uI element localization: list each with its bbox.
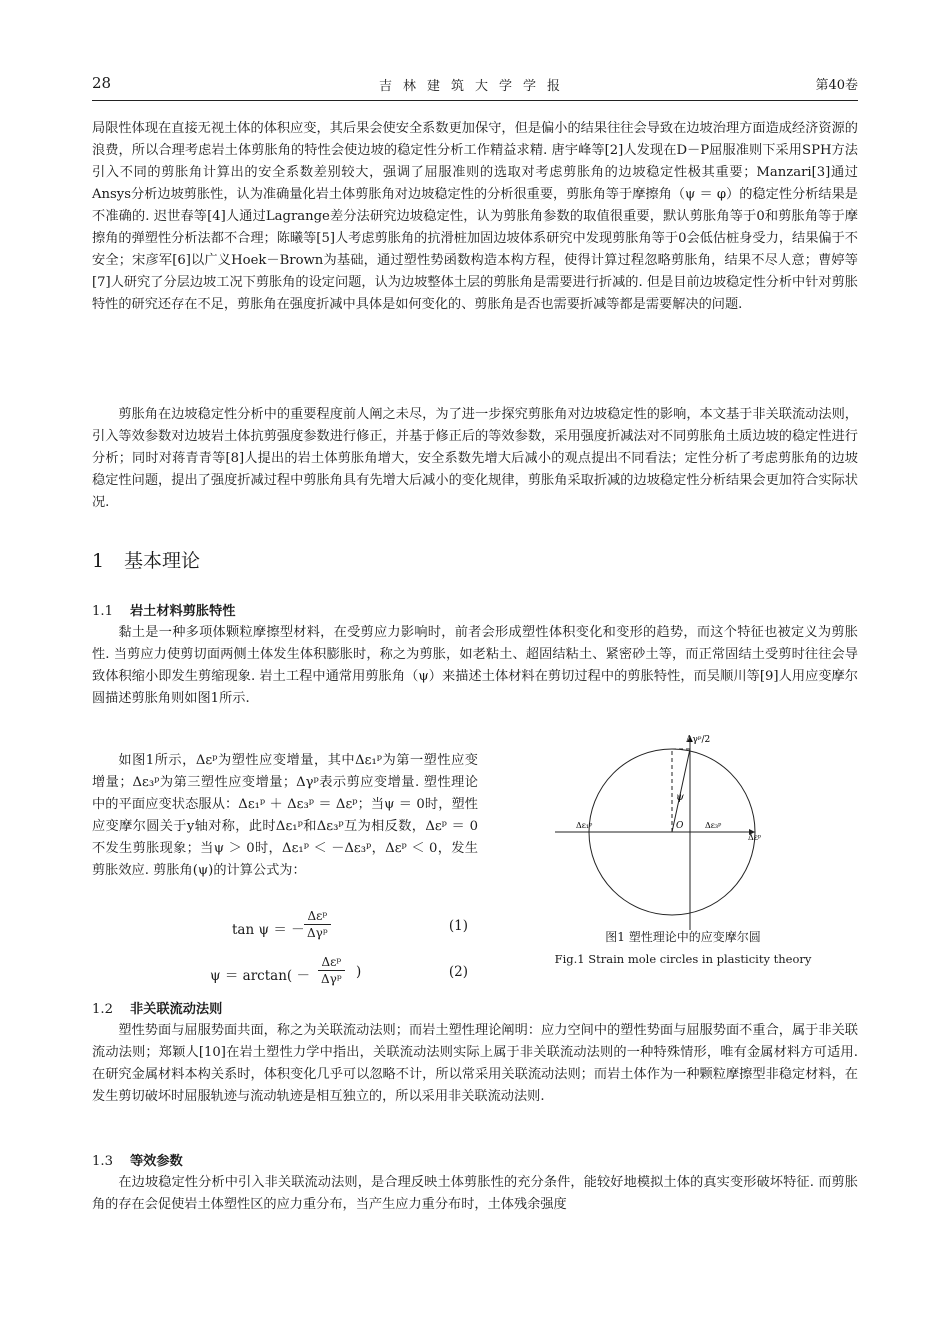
section-1-3-number: 1.3 xyxy=(92,1154,113,1169)
section-1-title: 基本理论 xyxy=(124,550,201,572)
section-1-1-number: 1.1 xyxy=(92,604,113,619)
equation-2-lhs: ψ ＝ arctan( － xyxy=(210,968,310,984)
fraction-numerator: Δεᵖ xyxy=(304,908,331,925)
equation-2-fraction xyxy=(318,954,345,987)
paragraph-5: 塑性势面与屈服势面共面，称之为关联流动法则；而岩土塑性理论阐明：应力空间中的塑性势面与屈服势面不重合，属于非关联流动法则；郑颖人[10]在岩土塑性力学中指出，关联流动法则实际上属于非关联流动法则的一种特殊情形，唯有金属材料方可适用. 在研究金属材料本构关系时，体积变化几乎可以忽略不计，所以常采用关联流动法则；而岩土体作为一种颗粒摩擦型非稳定材料，在发生剪切破坏时屈服轨迹与流动轨迹是相互独立的，所以采用非关联流动法则. xyxy=(92,1023,858,1104)
x-axis-label: Δεᵖ xyxy=(748,833,762,842)
section-1-number: 1 xyxy=(92,550,105,572)
fraction-denominator: Δγᵖ xyxy=(307,926,328,940)
psi-line xyxy=(672,749,690,832)
section-1-2-title: 非关联流动法则 xyxy=(130,1002,223,1017)
equation-2-close: ) xyxy=(356,964,362,980)
running-header xyxy=(92,74,858,96)
origin-label: O xyxy=(676,821,684,831)
delta-eps1-label: Δε₁ᵖ xyxy=(576,821,593,830)
strain-mohr-circle-figure xyxy=(540,722,840,940)
section-1-2-number: 1.2 xyxy=(92,1002,113,1017)
equation-1 xyxy=(92,908,478,952)
psi-label: ψ xyxy=(676,792,684,803)
fraction-numerator: Δεᵖ xyxy=(318,954,345,971)
section-1-3-title: 等效参数 xyxy=(130,1154,183,1169)
section-1-1-title: 岩土材料剪胀特性 xyxy=(130,604,236,619)
equation-1-lhs: tan ψ ＝ － xyxy=(232,922,305,938)
paragraph-1: 局限性体现在直接无视土体的体积应变，其后果会使安全系数更加保守，但是偏小的结果往往会导致在边坡治理方面造成经济资源的浪费，所以合理考虑岩土体剪胀角的特性会使边坡的稳定性分析工作精益求精. 唐宇峰等[2]人发现在D－P屈服准则下采用SPH方法引入不同的剪胀角计算出的安全系数差别较大，强调了屈服准则的选取对考虑剪胀角的边坡稳定性极其重要；Manzari[3]通过Ansys分析边坡剪胀性，认为准确量化岩土体剪胀角对边坡稳定性的分析很重要，剪胀角等于摩擦角（ψ ＝ φ）的稳定性分析结果是不准确的. 迟世春等[4]人通过Lagrange差分法研究边坡稳定性，认为剪胀角参数的取值很重要，默认剪胀角等于0和剪胀角等于摩擦角的弹塑性分析法都不合理；陈曦等[5]人考虑剪胀角的抗滑桩加固边坡体系研究中发现剪胀角等于0会低估桩身受力，结果偏于不安全；宋彦军[6]以广义Hoek－Brown为基础，通过塑性势函数构造本构方程，使得计算过程忽略剪胀角，结果不尽人意；曹婷等[7]人研究了分层边坡工况下剪胀角的设定问题，认为边坡整体土层的剪胀角是需要进行折减的. 但是目前边坡稳定性分析中针对剪胀特性的研究还存在不足，剪胀角在强度折减中具体是如何变化的、剪胀角是否也需要折减等都是需要解决的问题. xyxy=(92,121,858,312)
equation-2-number: (2) xyxy=(448,964,468,980)
section-1-heading xyxy=(92,546,200,573)
equation-1-number: (1) xyxy=(448,918,468,934)
journal-title: 吉林建筑大学学报 xyxy=(378,79,571,94)
figure-caption-cn: 图1 塑性理论中的应变摩尔圆 xyxy=(605,930,761,944)
paragraph-2: 剪胀角在边坡稳定性分析中的重要程度前人阐之未尽，为了进一步探究剪胀角对边坡稳定性的影响，本文基于非关联流动法则，引入等效参数对边坡岩土体抗剪强度参数进行修正，并基于修正后的等效参数，采用强度折减法对不同剪胀角土质边坡的稳定性进行分析；同时对蒋青青等[8]人提出的岩土体剪胀角增大，安全系数先增大后减小的观点提出不同看法；定性分析了考虑剪胀角的边坡稳定性问题，提出了强度折减过程中剪胀角具有先增大后减小的变化规律，剪胀角采取折减的边坡稳定性分析结果会更加符合实际状况. xyxy=(92,407,858,510)
fraction-denominator: Δγᵖ xyxy=(321,972,342,986)
paragraph-6: 在边坡稳定性分析中引入非关联流动法则，是合理反映土体剪胀性的充分条件，能较好地模拟土体的真实变形破坏特征. 而剪胀角的存在会促使岩土体塑性区的应力重分布，当产生应力重分布时，土体残余强度 xyxy=(92,1175,858,1212)
section-1-1-heading xyxy=(92,600,236,619)
figure-caption-en: Fig.1 Strain mole circles in plasticity theory xyxy=(554,952,812,966)
y-axis-label: Δγᵖ/2 xyxy=(686,735,711,745)
delta-eps3-label: Δε₃ᵖ xyxy=(705,821,722,830)
paragraph-4: 如图1所示，Δεᵖ为塑性应变增量，其中Δε₁ᵖ为第一塑性应变增量；Δε₃ᵖ为第三塑性应变增量；Δγᵖ表示剪应变增量. 塑性理论中的平面应变状态服从：Δε₁ᵖ ＋ Δε₃ᵖ ＝ Δεᵖ；当ψ ＝ 0时，塑性应变摩尔圆关于y轴对称，此时Δε₁ᵖ和Δε₃ᵖ互为相反数，Δεᵖ ＝ 0不发生剪胀现象；当ψ ＞ 0时，Δε₁ᵖ ＜ －Δε₃ᵖ，Δεᵖ ＜ 0，发生剪胀效应. 剪胀角(ψ)的计算公式为： xyxy=(92,753,478,878)
equation-1-fraction xyxy=(304,908,331,941)
equation-2 xyxy=(92,954,478,998)
section-1-2-heading xyxy=(92,998,222,1017)
section-1-3-heading xyxy=(92,1150,183,1169)
header-rule xyxy=(92,100,858,101)
paragraph-3: 黏土是一种多项体颗粒摩擦型材料，在受剪应力影响时，前者会形成塑性体积变化和变形的趋势，而这个特征也被定义为剪胀性. 当剪应力使剪切面两侧土体发生体积膨胀时，称之为剪胀，如老粘土、超固结粘土、紧密砂土等，而正常固结土受剪时往往会导致体积缩小即发生剪缩现象. 岩土工程中通常用剪胀角（ψ）来描述土体材料在剪切过程中的剪胀特性，而吴顺川等[9]人用应变摩尔圆描述剪胀角则如图1所示. xyxy=(92,625,858,706)
page-number: 28 xyxy=(92,74,112,92)
volume-label: 第40卷 xyxy=(815,78,858,93)
